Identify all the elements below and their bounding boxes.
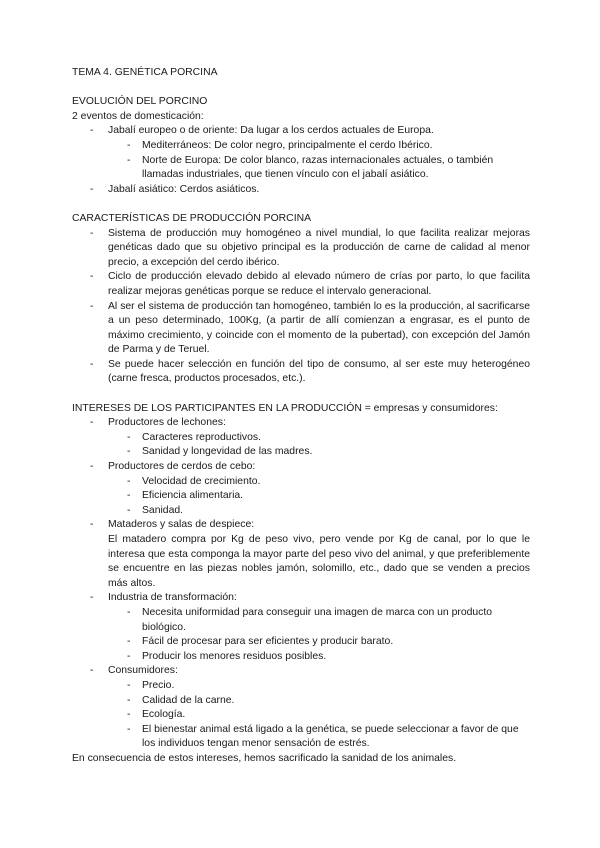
list-item: [72, 124, 530, 182]
bullet-dash: -: [127, 431, 131, 443]
sublist-item-text: Sanidad.: [142, 504, 184, 516]
sublist-item: [108, 431, 530, 446]
sublist-item-text: Producir los menores residuos posibles.: [142, 650, 327, 662]
list-item: [72, 227, 530, 271]
bullet-dash: -: [90, 125, 94, 137]
sublist-item-text: Ecología.: [142, 709, 186, 721]
group-label: Industria de transformación:: [108, 592, 237, 604]
sublist-item-text: Necesita uniformidad para conseguir una imagen de marca con un producto biológico.: [142, 606, 493, 633]
sublist-item: [108, 679, 530, 694]
sublist-item: [108, 139, 530, 154]
sublist-item: [108, 694, 530, 709]
caracteristicas-list: [72, 227, 530, 388]
sublist-item: [108, 606, 530, 635]
bullet-dash: -: [90, 358, 94, 370]
bullet-dash: -: [127, 709, 131, 721]
bullet-dash: -: [90, 417, 94, 429]
list-item: [72, 416, 530, 460]
bullet-dash: -: [127, 154, 131, 166]
bullet-dash: -: [90, 183, 94, 195]
group-label: Mataderos y salas de despiece:: [108, 519, 255, 531]
group-label: Productores de cerdos de cebo:: [108, 461, 256, 473]
list-item: [72, 270, 530, 299]
sublist-item-text: Velocidad de crecimiento.: [142, 475, 261, 487]
bullet-dash: -: [127, 490, 131, 502]
document-body: [72, 66, 530, 767]
list-item: [72, 460, 530, 518]
bullet-dash: -: [127, 636, 131, 648]
list-item-text: Ciclo de producción elevado debido al elevado número de crías por parto, lo que facilita realizar mejoras genéticas porque se reduce el intervalo generacional.: [108, 271, 530, 297]
sublist-item: [108, 445, 530, 460]
list-item-text: Jabalí europeo o de oriente: Da lugar a los cerdos actuales de Europa.: [108, 125, 434, 137]
bullet-dash: -: [127, 504, 131, 516]
bullet-dash: -: [90, 592, 94, 604]
bullet-dash: -: [127, 446, 131, 458]
sublist-item: [108, 154, 530, 183]
list-item: [72, 591, 530, 664]
bullet-dash: -: [127, 139, 131, 151]
sublist-item-text: Calidad de la carne.: [142, 694, 235, 706]
conclusion-text: En consecuencia de estos intereses, hemos sacrificado la sanidad de los animales.: [72, 752, 457, 764]
bullet-dash: -: [127, 650, 131, 662]
bullet-dash: -: [90, 300, 94, 312]
sublist-item-text: Eficiencia alimentaria.: [142, 490, 244, 502]
sublist: [108, 475, 530, 519]
sublist-item: [108, 475, 530, 490]
bullet-dash: -: [127, 606, 131, 618]
sublist: [108, 431, 530, 460]
list-item: [72, 300, 530, 358]
sublist: [108, 679, 530, 752]
bullet-dash: -: [127, 475, 131, 487]
sublist-item: [108, 489, 530, 504]
sublist-item-text: Sanidad y longevidad de las madres.: [142, 446, 313, 458]
group-label: Consumidores:: [108, 665, 178, 677]
group-label: Productores de lechones:: [108, 417, 226, 429]
list-item: [72, 183, 530, 198]
list-item: [72, 358, 530, 387]
bullet-dash: -: [127, 679, 131, 691]
document-title: TEMA 4. GENÉTICA PORCINA: [72, 67, 218, 78]
sublist-item-text: El bienestar animal está ligado a la genética, se puede seleccionar a favor de que los individuos tengan menor sensación de estrés.: [142, 723, 519, 750]
section-heading-evolucion: EVOLUCIÓN DEL PORCINO: [72, 96, 208, 108]
bullet-dash: -: [127, 723, 131, 735]
bullet-dash: -: [90, 519, 94, 531]
list-item: [72, 518, 530, 591]
list-item-text: Se puede hacer selección en función del tipo de consumo, al ser este muy heterogéneo (carne fresca, productos procesados, etc.).: [108, 358, 530, 385]
sublist-item-text: Norte de Europa: De color blanco, razas internacionales actuales, o también llamadas industriales, que tienen vínculo con el jabalí asiático.: [142, 154, 494, 181]
section-heading-intereses: INTERESES DE LOS PARTICIPANTES EN LA PRODUCCIÓN = empresas y consumidores:: [72, 402, 498, 414]
group-paragraph: El matadero compra por Kg de peso vivo, pero vende por Kg de canal, por lo que le interesa que esta componga la mayor parte del peso vivo del animal, y que preferiblemente se encuentre en las piezas nobles jamón, solomillo, etc., dado que se venden a precios más altos.: [108, 534, 530, 589]
bullet-dash: -: [90, 227, 94, 239]
bullet-dash: -: [90, 665, 94, 677]
list-item-text: Sistema de producción muy homogéneo a nivel mundial, lo que facilita realizar mejoras genéticas dado que su objetivo principal es la producción de carne de calidad al menor precio, a excepción del cerdo ibérico.: [108, 227, 530, 268]
sublist: [108, 606, 530, 664]
sublist-item-text: Mediterráneos: De color negro, principalmente el cerdo Ibérico.: [142, 139, 433, 151]
sublist-item-text: Caracteres reproductivos.: [142, 431, 261, 443]
section-heading-caracteristicas: CARACTERÍSTICAS DE PRODUCCIÓN PORCINA: [72, 212, 312, 224]
sublist-item: [108, 708, 530, 723]
list-item: [72, 664, 530, 752]
list-item-text: Al ser el sistema de producción tan homogéneo, también lo es la producción, al sacrificarse a un peso determinado, 100Kg, (a partir de allí comienzan a engrasar, es el punto de máximo crecimiento, y coincide con el momento de la pubertad), con excepción del Jamón de Parma y de Teruel.: [108, 300, 530, 356]
sublist-item: [108, 650, 530, 665]
intereses-list: [72, 416, 530, 752]
sublist: [108, 139, 530, 183]
bullet-dash: -: [90, 461, 94, 473]
sublist-item: [108, 635, 530, 650]
sublist-item-text: Precio.: [142, 679, 175, 691]
sublist-item-text: Fácil de procesar para ser eficientes y producir barato.: [142, 636, 394, 648]
sublist-item: [108, 504, 530, 519]
list-item-text: Jabalí asiático: Cerdos asiáticos.: [108, 183, 260, 195]
evolucion-list: [72, 124, 530, 197]
section-subheading-domesticacion: 2 eventos de domesticación:: [72, 110, 204, 122]
bullet-dash: -: [90, 271, 94, 283]
bullet-dash: -: [127, 694, 131, 706]
sublist-item: [108, 723, 530, 752]
